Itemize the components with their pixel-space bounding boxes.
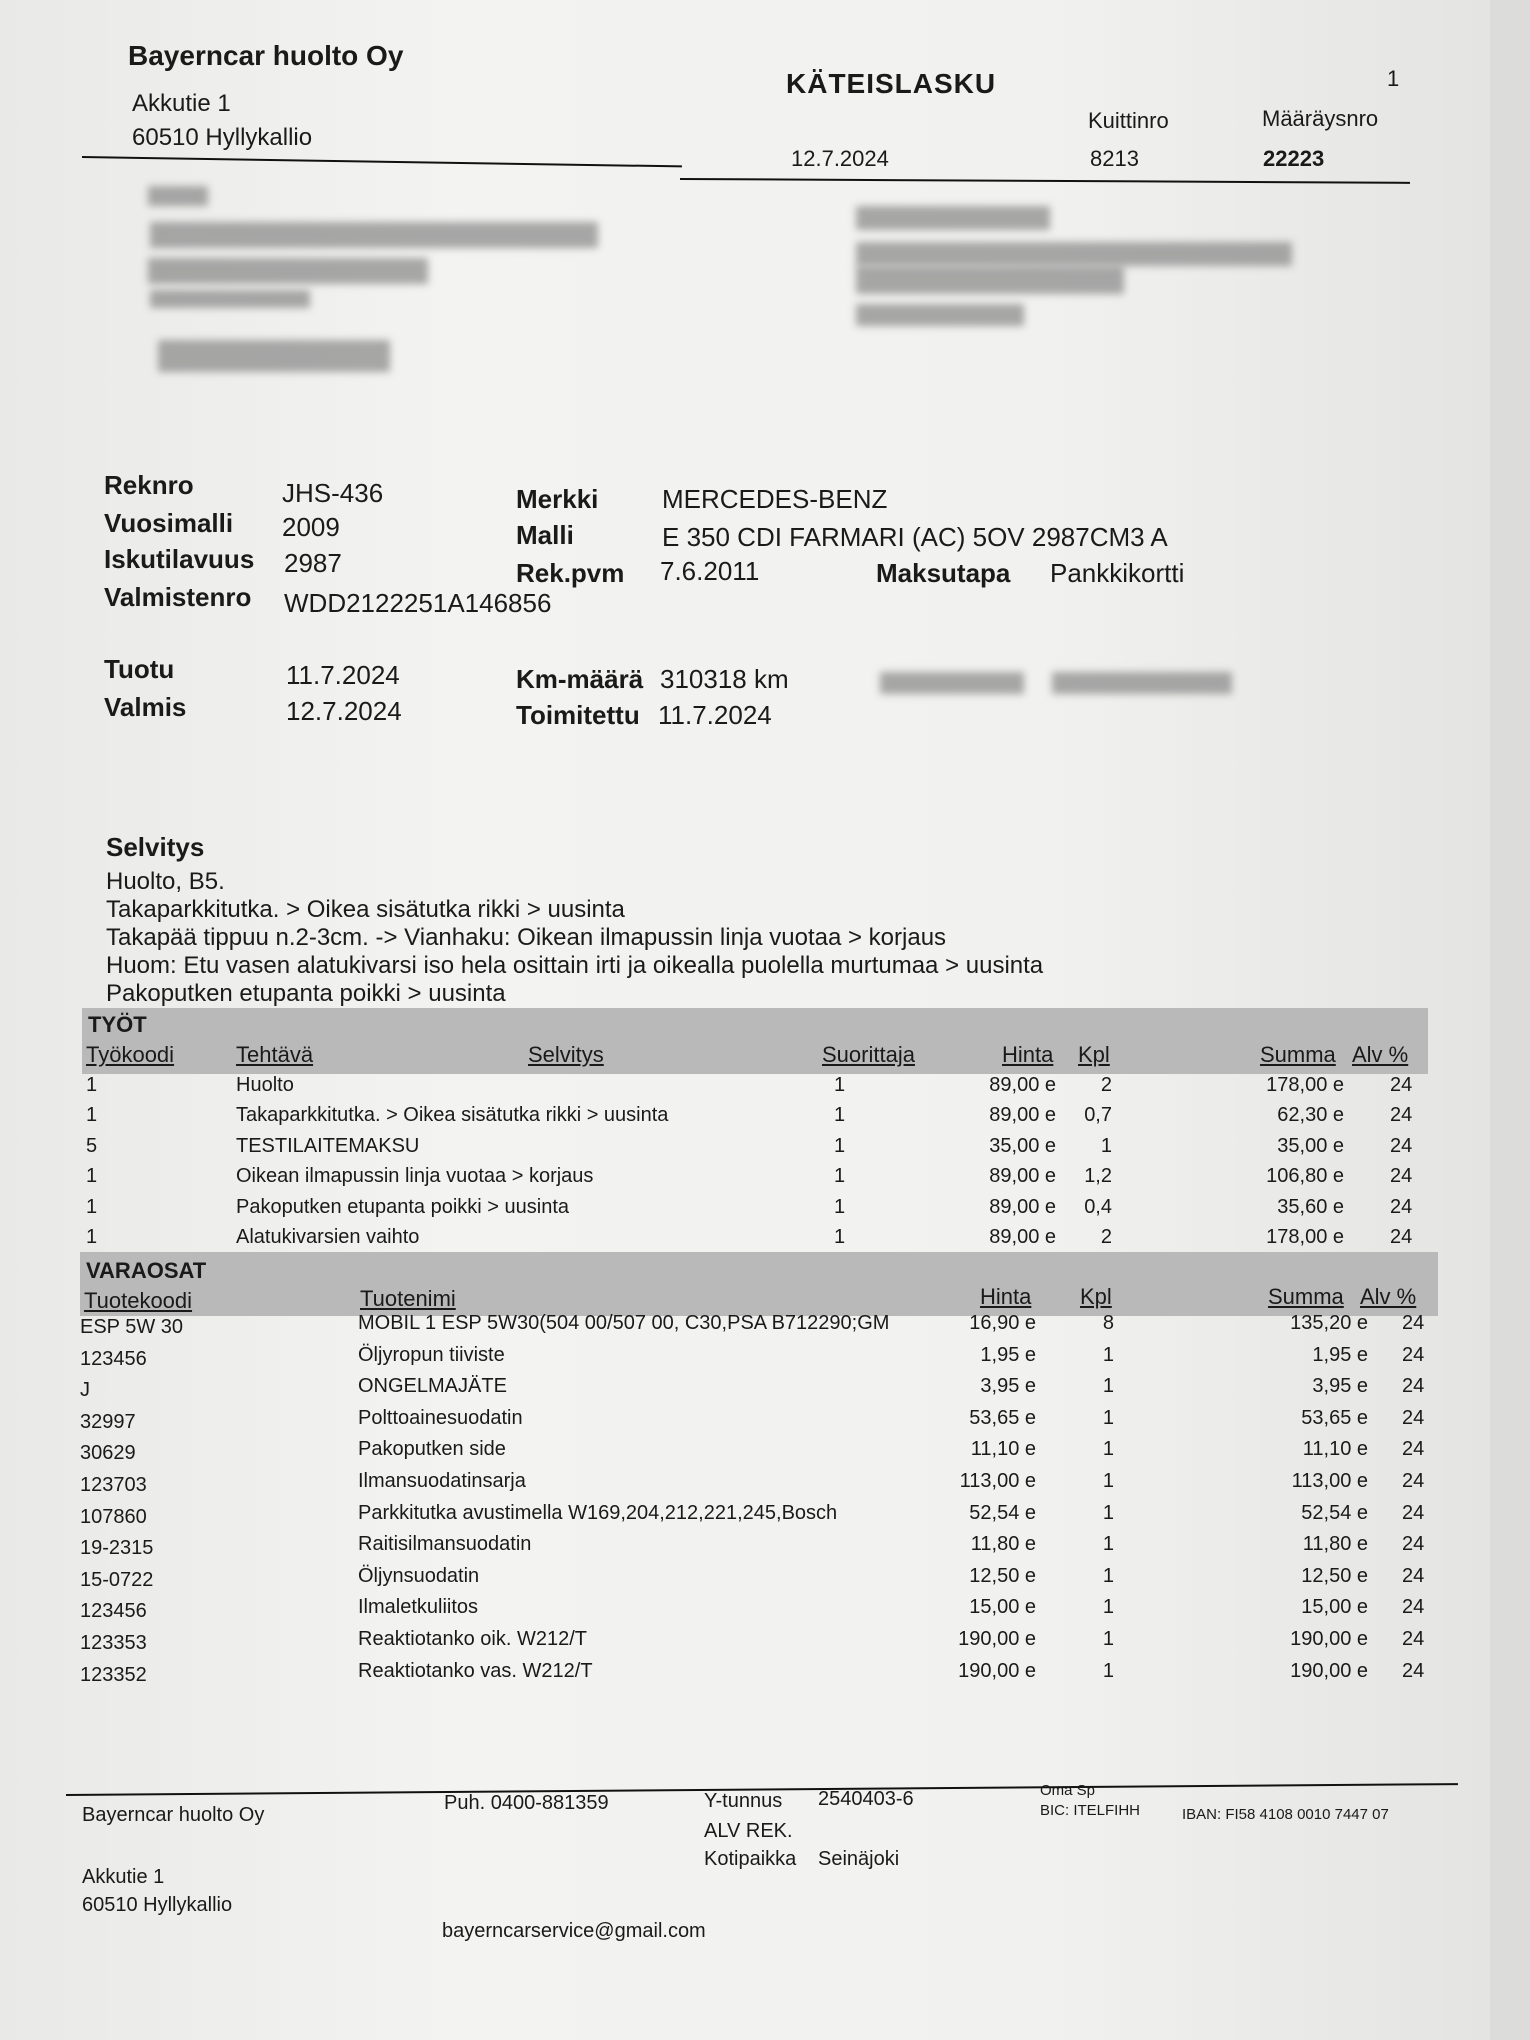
redacted-block (150, 290, 310, 308)
varaosat-heading: VARAOSAT (86, 1258, 207, 1283)
varaosat-row-sum: 12,50 e (1301, 1564, 1368, 1587)
company-postal: 60510 Hyllykallio (132, 124, 313, 151)
tyot-row-price: 35,00 e (989, 1134, 1056, 1157)
tyot-row-code: 1 (86, 1074, 98, 1096)
varaosat-row-sum: 135,20 e (1290, 1312, 1368, 1334)
reknro-label: Reknro (104, 470, 194, 500)
varaosat-row-code: 123703 (80, 1474, 147, 1496)
toimitettu-label: Toimitettu (516, 700, 640, 730)
header-rule-left (82, 156, 682, 167)
varaosat-row-price: 15,00 e (969, 1596, 1036, 1619)
varaosat-row-code: 123352 (80, 1663, 147, 1686)
tyot-row-by: 1 (834, 1074, 846, 1096)
tyot-row-qty: 1 (1100, 1134, 1112, 1157)
malli-value: E 350 CDI FARMARI (AC) 5OV 2987CM3 A (662, 522, 1168, 552)
valmistenro-value: WDD2122251A146856 (284, 588, 552, 618)
varaosat-row-price: 11,10 e (970, 1438, 1036, 1461)
varaosat-row-qty: 1 (1102, 1564, 1114, 1587)
tyot-row-code: 1 (86, 1104, 98, 1127)
varaosat-row-price: 1,95 e (980, 1343, 1036, 1366)
tyot-row-task: Pakoputken etupanta poikki > uusinta (236, 1195, 570, 1218)
varaosat-row-name: Ilmaletkuliitos (358, 1596, 479, 1619)
tyot-col-qty: Kpl (1078, 1042, 1110, 1067)
redacted-block (856, 266, 1124, 294)
tyot-row-sum: 62,30 e (1277, 1104, 1344, 1127)
varaosat-row-name: Pakoputken side (358, 1438, 506, 1461)
varaosat-row-name: MOBIL 1 ESP 5W30(504 00/507 00, C30,PSA B712290;GM (358, 1312, 890, 1334)
footer-bank: Oma Sp (1040, 1782, 1096, 1799)
varaosat-header-band (80, 1252, 1438, 1316)
tyot-col-task: Tehtävä (236, 1042, 314, 1067)
varaosat-col-vat: Alv % (1360, 1284, 1417, 1309)
footer-ytunnus-label: Y-tunnus (704, 1790, 783, 1812)
tuotu-value: 11.7.2024 (286, 660, 400, 690)
tyot-col-sum: Summa (1260, 1042, 1336, 1067)
tuotu-label: Tuotu (104, 654, 175, 684)
tyot-row-sum: 106,80 e (1266, 1165, 1344, 1188)
vuosimalli-value: 2009 (282, 512, 340, 542)
tyot-row-vat: 24 (1390, 1134, 1413, 1157)
tyot-col-desc: Selvitys (528, 1042, 604, 1067)
rekpvm-value: 7.6.2011 (660, 556, 760, 586)
malli-label: Malli (516, 520, 574, 550)
company-name: Bayerncar huolto Oy (128, 40, 404, 71)
rekpvm-label: Rek.pvm (516, 558, 625, 588)
redacted-block (856, 242, 1292, 266)
varaosat-row-qty: 1 (1102, 1438, 1114, 1461)
varaosat-row-vat: 24 (1402, 1343, 1425, 1366)
varaosat-row-code: ESP 5W 30 (80, 1316, 184, 1338)
maaraysnro-value: 22223 (1263, 146, 1325, 171)
valmis-label: Valmis (104, 692, 187, 722)
merkki-label: Merkki (516, 484, 599, 514)
tyot-row-sum: 35,00 e (1277, 1134, 1344, 1157)
varaosat-row-name: ONGELMAJÄTE (358, 1375, 507, 1398)
varaosat-row-price: 52,54 e (969, 1501, 1036, 1524)
invoice-date: 12.7.2024 (791, 146, 889, 171)
redacted-block (856, 304, 1024, 326)
tyot-col-code: Työkoodi (86, 1042, 175, 1067)
varaosat-row-code: 107860 (80, 1505, 147, 1528)
tyot-row-by: 1 (834, 1195, 846, 1218)
toimitettu-value: 11.7.2024 (658, 700, 772, 730)
varaosat-row-qty: 1 (1102, 1596, 1114, 1619)
tyot-row-sum: 35,60 e (1277, 1195, 1344, 1218)
km-maara-value: 310318 km (660, 664, 789, 694)
varaosat-row-price: 190,00 e (958, 1659, 1036, 1682)
footer-ytunnus: 2540403-6 (818, 1788, 914, 1810)
tyot-row-qty: 2 (1100, 1226, 1112, 1248)
tyot-row-qty: 0,4 (1084, 1195, 1112, 1218)
varaosat-col-price: Hinta (980, 1284, 1032, 1309)
selvitys-line: Takapää tippuu n.2-3cm. -> Vianhaku: Oikean ilmapussin linja vuotaa > korjaus (106, 924, 947, 951)
tyot-row-price: 89,00 e (989, 1165, 1056, 1188)
tyot-row-code: 1 (86, 1195, 98, 1218)
tyot-col-price: Hinta (1002, 1042, 1054, 1067)
redacted-block (148, 258, 428, 284)
varaosat-row-price: 3,95 e (980, 1375, 1036, 1398)
varaosat-row-name: Öljynsuodatin (358, 1564, 480, 1587)
document-title: KÄTEISLASKU (786, 68, 997, 99)
varaosat-row-vat: 24 (1402, 1375, 1425, 1398)
tyot-row-code: 1 (86, 1226, 98, 1248)
tyot-row-task: Takaparkkitutka. > Oikea sisätutka rikki > uusinta (236, 1104, 669, 1127)
selvitys-line: Huom: Etu vasen alatukivarsi iso hela osittain irti ja oikealla puolella murtumaa > uusinta (106, 952, 1044, 979)
selvitys-line: Huolto, B5. (106, 868, 225, 895)
varaosat-row-vat: 24 (1402, 1628, 1425, 1650)
varaosat-col-qty: Kpl (1080, 1284, 1112, 1309)
varaosat-row-name: Ilmansuodatinsarja (358, 1470, 526, 1492)
kuittinro-label: Kuittinro (1088, 108, 1169, 133)
varaosat-row-sum: 113,00 e (1291, 1470, 1368, 1492)
tyot-heading: TYÖT (88, 1012, 147, 1037)
tyot-row-by: 1 (834, 1104, 846, 1127)
reknro-value: JHS-436 (282, 478, 384, 508)
tyot-row-sum: 178,00 e (1266, 1074, 1344, 1096)
tyot-row-qty: 0,7 (1084, 1104, 1112, 1127)
varaosat-row-name: Parkkitutka avustimella W169,204,212,221,245,Bosch (358, 1501, 838, 1524)
footer-postal: 60510 Hyllykallio (82, 1894, 233, 1916)
varaosat-row-sum: 15,00 e (1301, 1596, 1368, 1619)
tyot-row-task: Huolto (236, 1074, 294, 1096)
varaosat-row-code: 123456 (80, 1347, 147, 1370)
tyot-row-by: 1 (834, 1134, 846, 1157)
varaosat-row-vat: 24 (1402, 1438, 1425, 1461)
varaosat-row-price: 113,00 e (959, 1470, 1036, 1492)
varaosat-row-price: 190,00 e (958, 1628, 1036, 1650)
tyot-row-task: Alatukivarsien vaihto (236, 1226, 420, 1248)
maksutapa-label: Maksutapa (876, 558, 1011, 588)
tyot-row-task: TESTILAITEMAKSU (236, 1134, 420, 1157)
tyot-row-vat: 24 (1390, 1165, 1413, 1188)
varaosat-row-code: 32997 (80, 1410, 136, 1433)
varaosat-row-name: Öljyropun tiiviste (358, 1343, 505, 1366)
vuosimalli-label: Vuosimalli (104, 508, 234, 538)
varaosat-row-price: 16,90 e (969, 1312, 1036, 1334)
varaosat-row-name: Polttoainesuodatin (358, 1406, 523, 1429)
varaosat-row-code: J (80, 1379, 90, 1402)
varaosat-row-sum: 1,95 e (1312, 1343, 1368, 1366)
tyot-row-code: 5 (86, 1134, 98, 1157)
varaosat-row-vat: 24 (1402, 1596, 1425, 1619)
varaosat-row-qty: 1 (1102, 1343, 1114, 1366)
redacted-block (158, 340, 390, 372)
tyot-row-price: 89,00 e (989, 1074, 1056, 1096)
tyot-col-by: Suorittaja (822, 1042, 915, 1067)
varaosat-row-qty: 1 (1102, 1406, 1114, 1429)
tyot-row-sum: 178,00 e (1266, 1226, 1344, 1248)
varaosat-row-name: Reaktiotanko vas. W212/T (358, 1659, 593, 1682)
varaosat-row-sum: 52,54 e (1301, 1501, 1368, 1524)
varaosat-row-vat: 24 (1402, 1501, 1425, 1524)
tyot-row-by: 1 (834, 1165, 846, 1188)
varaosat-row-code: 15-0722 (80, 1568, 154, 1591)
varaosat-row-name: Raitisilmansuodatin (358, 1533, 532, 1556)
tyot-row-vat: 24 (1390, 1226, 1413, 1248)
page-number: 1 (1387, 66, 1400, 91)
valmistenro-label: Valmistenro (104, 582, 252, 612)
redacted-block (150, 222, 598, 248)
header-rule-right (680, 178, 1410, 184)
footer-email: bayerncarservice@gmail.com (442, 1920, 706, 1942)
tyot-row-vat: 24 (1390, 1104, 1413, 1127)
varaosat-col-code: Tuotekoodi (84, 1288, 193, 1313)
redacted-block (880, 672, 1024, 694)
iskutilavuus-value: 2987 (284, 548, 342, 578)
varaosat-row-sum: 53,65 e (1301, 1406, 1368, 1429)
footer-company-name: Bayerncar huolto Oy (82, 1804, 265, 1826)
varaosat-row-qty: 1 (1102, 1375, 1114, 1398)
tyot-row-code: 1 (86, 1165, 98, 1188)
km-maara-label: Km-määrä (516, 664, 644, 694)
footer-bic: BIC: ITELFIHH (1040, 1802, 1141, 1819)
varaosat-row-vat: 24 (1402, 1406, 1425, 1429)
varaosat-row-sum: 190,00 e (1290, 1628, 1368, 1650)
varaosat-row-code: 123353 (80, 1632, 147, 1654)
tyot-row-vat: 24 (1390, 1074, 1413, 1096)
valmis-value: 12.7.2024 (286, 696, 402, 726)
varaosat-row-code: 19-2315 (80, 1537, 154, 1560)
varaosat-row-name: Reaktiotanko oik. W212/T (358, 1628, 587, 1650)
varaosat-row-vat: 24 (1402, 1533, 1425, 1556)
varaosat-row-qty: 1 (1102, 1470, 1114, 1492)
tyot-row-task: Oikean ilmapussin linja vuotaa > korjaus (236, 1165, 594, 1188)
varaosat-row-sum: 11,80 e (1302, 1533, 1368, 1556)
redacted-block (1052, 672, 1232, 694)
footer-street: Akkutie 1 (82, 1866, 165, 1888)
selvitys-heading: Selvitys (106, 832, 205, 862)
selvitys-line: Pakoputken etupanta poikki > uusinta (106, 980, 506, 1007)
footer-alv: ALV REK. (704, 1820, 793, 1842)
redacted-block (148, 186, 208, 206)
tyot-row-price: 89,00 e (989, 1104, 1056, 1127)
varaosat-row-qty: 1 (1102, 1501, 1114, 1524)
tyot-row-price: 89,00 e (989, 1195, 1056, 1218)
varaosat-row-sum: 3,95 e (1312, 1375, 1368, 1398)
varaosat-row-code: 30629 (80, 1442, 136, 1465)
varaosat-col-name: Tuotenimi (360, 1286, 456, 1311)
tyot-row-by: 1 (834, 1226, 846, 1248)
tyot-row-price: 89,00 e (989, 1226, 1056, 1248)
maaraysnro-label: Määräysnro (1262, 106, 1379, 131)
varaosat-row-code: 123456 (80, 1600, 147, 1623)
tyot-col-vat: Alv % (1352, 1042, 1409, 1067)
varaosat-row-vat: 24 (1402, 1470, 1425, 1492)
redacted-block (856, 206, 1050, 230)
varaosat-row-price: 11,80 e (970, 1533, 1036, 1556)
varaosat-row-qty: 8 (1102, 1312, 1114, 1334)
varaosat-row-sum: 190,00 e (1290, 1659, 1368, 1682)
merkki-value: MERCEDES-BENZ (662, 484, 888, 514)
tyot-row-qty: 2 (1100, 1074, 1112, 1096)
maksutapa-value: Pankkikortti (1050, 558, 1185, 588)
varaosat-row-price: 53,65 e (969, 1406, 1036, 1429)
varaosat-row-qty: 1 (1102, 1659, 1114, 1682)
varaosat-row-vat: 24 (1402, 1659, 1425, 1682)
footer-iban: IBAN: FI58 4108 0010 7447 07 (1182, 1806, 1389, 1823)
kuittinro-value: 8213 (1090, 146, 1139, 171)
iskutilavuus-label: Iskutilavuus (104, 544, 255, 574)
tyot-row-vat: 24 (1390, 1195, 1413, 1218)
varaosat-col-sum: Summa (1268, 1284, 1344, 1309)
varaosat-row-price: 12,50 e (969, 1564, 1036, 1587)
footer-kotipaikka: Seinäjoki (818, 1848, 900, 1870)
varaosat-row-vat: 24 (1402, 1564, 1425, 1587)
tyot-row-qty: 1,2 (1084, 1165, 1112, 1188)
varaosat-row-sum: 11,10 e (1302, 1438, 1368, 1461)
varaosat-row-vat: 24 (1402, 1312, 1425, 1334)
footer-kotipaikka-label: Kotipaikka (704, 1848, 797, 1870)
footer-phone: Puh. 0400-881359 (444, 1792, 609, 1814)
varaosat-row-qty: 1 (1102, 1628, 1114, 1650)
selvitys-line: Takaparkkitutka. > Oikea sisätutka rikki > uusinta (106, 896, 625, 923)
company-street: Akkutie 1 (132, 90, 231, 117)
varaosat-row-qty: 1 (1102, 1533, 1114, 1556)
